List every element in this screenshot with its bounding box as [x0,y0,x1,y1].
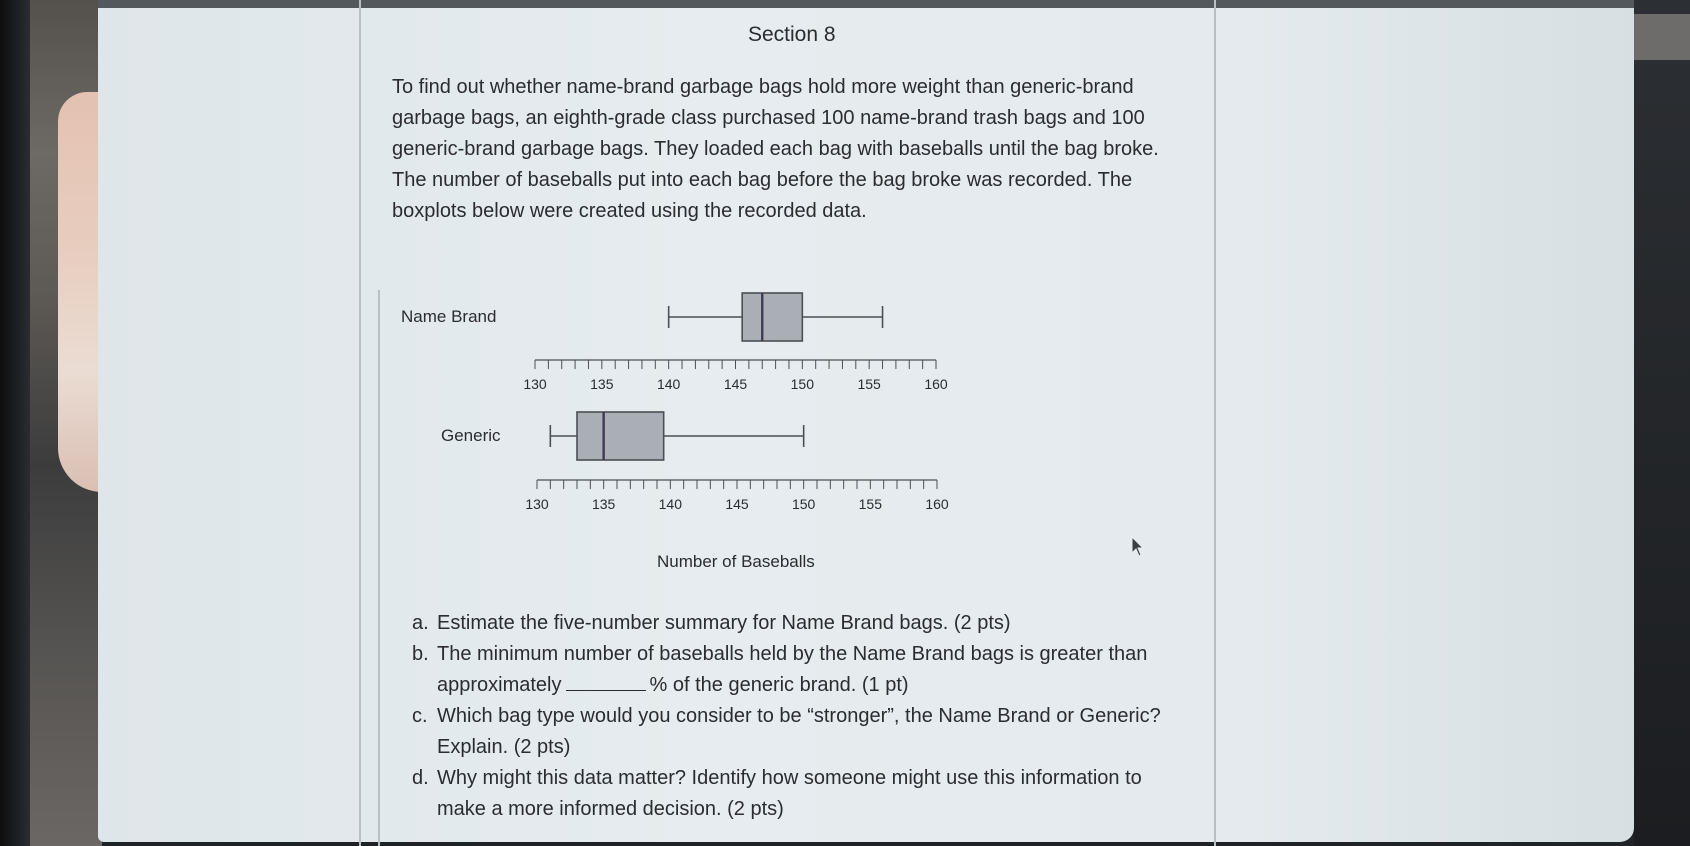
question-d [412,763,1192,825]
question-marker: a. [412,612,429,634]
question-text: Estimate the five-number summary for Name Brand bags. (2 pts) [437,612,1011,634]
question-list [412,608,1192,825]
intro-line: The number of baseballs put into each bag before the bag broke was recorded. The [392,169,1133,191]
question-marker: c. [412,705,428,727]
question-c [412,701,1192,763]
question-text-after-blank: % of the generic brand. (1 pt) [649,674,909,696]
intro-line: garbage bags, an eighth-grade class purchased 100 name-brand trash bags and 100 [392,107,1145,129]
name-brand-tick-label: 130 [523,376,547,392]
question-text: make a more informed decision. (2 pts) [437,798,784,820]
generic-tick-label: 130 [525,496,549,512]
name-brand-tick-label: 135 [590,376,614,392]
question-marker: d. [412,767,429,789]
name-brand-tick-label: 150 [790,376,815,392]
intro-line: To find out whether name-brand garbage bags hold more weight than generic-brand [392,76,1134,98]
question-text: Explain. (2 pts) [437,736,571,758]
generic-tick-label: 140 [658,496,683,512]
generic-tick-label: 145 [725,496,749,512]
name-brand-tick-label: 160 [924,376,948,392]
answer-blank [566,674,646,691]
name-brand-box [742,293,802,341]
generic-tick-label: 150 [791,496,816,512]
name-brand-tick-label: 155 [857,376,881,392]
series-label-generic: Generic [441,426,501,445]
section-title: Section 8 [748,23,836,46]
question-text: The minimum number of baseballs held by the Name Brand bags is greater than [437,643,1148,665]
generic-tick-label: 135 [591,496,616,512]
generic-tick-label: 155 [858,496,883,512]
mouse-cursor-icon [1131,536,1145,558]
question-text: Which bag type would you consider to be “stronger”, the Name Brand or Generic? [437,705,1161,727]
question-text-before-blank: approximately [437,674,562,696]
generic-tick-label: 160 [925,496,949,512]
intro-line: boxplots below were created using the recorded data. [392,200,867,222]
question-text: Why might this data matter? Identify how someone might use this information to [437,767,1142,789]
x-axis-title: Number of Baseballs [657,552,815,571]
name-brand-tick-label: 145 [723,376,748,392]
series-label-name-brand: Name Brand [401,307,497,326]
question-marker: b. [412,643,429,665]
generic-box [577,412,664,460]
intro-line: generic-brand garbage bags. They loaded each bag with baseballs until the bag broke. [392,138,1159,160]
question-text-line2 [437,670,1192,701]
question-a [412,608,1192,639]
name-brand-tick-label: 140 [656,376,681,392]
question-b [412,639,1192,701]
